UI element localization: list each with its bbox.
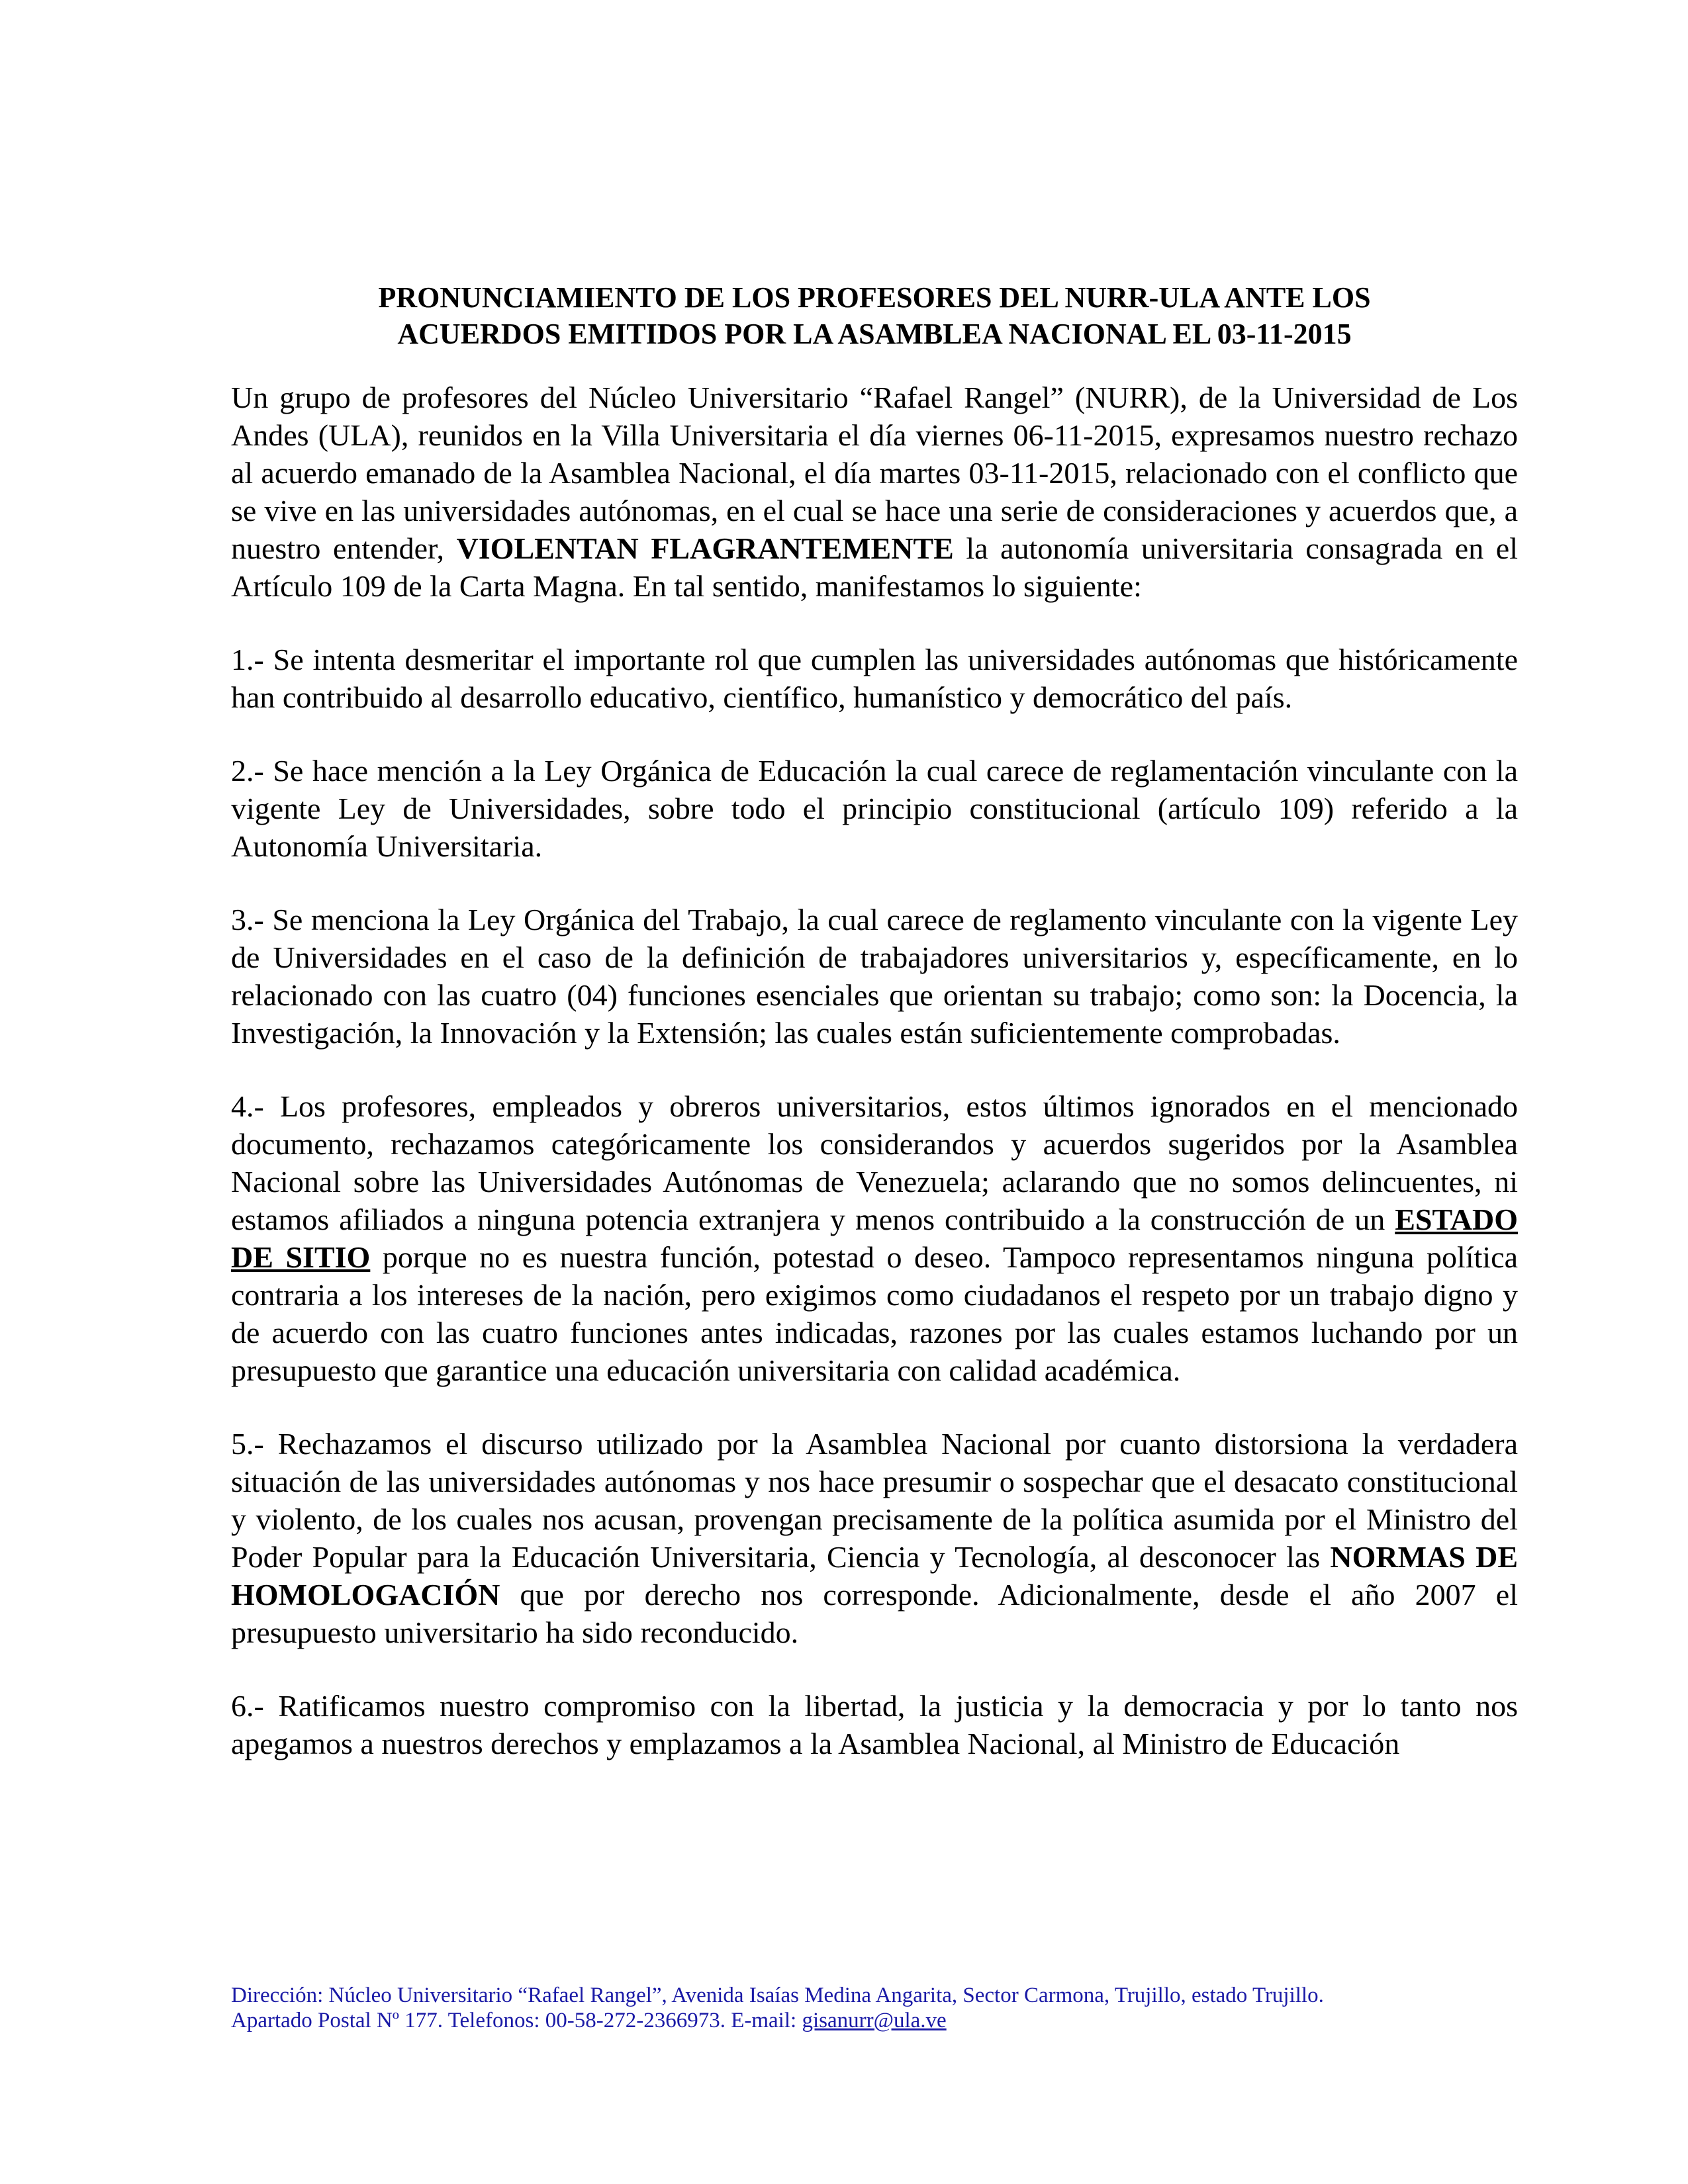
document-body <box>231 279 1518 1798</box>
title-line-1: PRONUNCIAMIENTO DE LOS PROFESORES DEL NURR-ULA ANTE LOS <box>378 281 1371 314</box>
intro-paragraph <box>231 379 1518 605</box>
item-2-paragraph: 2.- Se hace mención a la Ley Orgánica de Educación la cual carece de reglamentación vinculante con la vigente Ley de Universidades, sobre todo el principio constitucional (artículo 109) referido a la Autonomía Universitaria. <box>231 754 1518 863</box>
item-1-paragraph: 1.- Se intenta desmeritar el importante rol que cumplen las universidades autónomas que históricamente han contribuido al desarrollo educativo, científico, humanístico y democrático del país. <box>231 643 1518 714</box>
footer-address: Dirección: Núcleo Universitario “Rafael Rangel”, Avenida Isaías Medina Angarita, Sector Carmona, Trujillo, estado Trujillo. <box>231 1983 1324 2007</box>
item-5-paragraph <box>231 1425 1518 1651</box>
title-line-2: ACUERDOS EMITIDOS POR LA ASAMBLEA NACIONAL EL 03-11-2015 <box>397 318 1352 350</box>
item-6-paragraph: 6.- Ratificamos nuestro compromiso con la libertad, la justicia y la democracia y por lo tanto nos apegamos a nuestros derechos y emplazamos a la Asamblea Nacional, al Ministro de Educación <box>231 1689 1518 1760</box>
page-footer <box>231 1983 1518 2033</box>
footer-email-link[interactable]: gisanurr@ula.ve <box>802 2009 947 2032</box>
intro-text-b: la autonomía universitaria consagrada en el Artículo 109 de la Carta Magna. En tal sentido, manifestamos lo siguiente: <box>231 531 1518 603</box>
item-5-text-b: que por derecho nos corresponde. Adicionalmente, desde el año 2007 el presupuesto universitario ha sido reconducido. <box>231 1578 1518 1649</box>
item-5-text-a: 5.- Rechazamos el discurso utilizado por la Asamblea Nacional por cuanto distorsiona la verdadera situación de las universidades autónomas y nos hace presumir o sospechar que el desacato constitucional y violento, de los cuales nos acusan, provengan precisamente de la política asumida por el Ministro del Poder Popular para la Educación Universitaria, Ciencia y Tecnología, al desconocer las <box>231 1427 1518 1574</box>
intro-emphasis: VIOLENTAN FLAGRANTEMENTE <box>456 531 954 565</box>
item-4-paragraph <box>231 1087 1518 1389</box>
intro-text-a: Un grupo de profesores del Núcleo Universitario “Rafael Rangel” (NURR), de la Universidad de Los Andes (ULA), reunidos en la Villa Universitaria el día viernes 06-11-2015, expresamos nuestro rechazo al acuerdo emanado de la Asamblea Nacional, el día martes 03-11-2015, relacionado con el conflicto que se vive en las universidades autónomas, en el cual se hace una serie de consideraciones y acuerdos que, a nuestro entender, <box>231 381 1518 565</box>
item-4-text-b: porque no es nuestra función, potestad o deseo. Tampoco representamos ninguna política contraria a los intereses de la nación, pero exigimos como ciudadanos el respeto por un trabajo digno y de acuerdo con las cuatro funciones antes indicadas, razones por las cuales estamos luchando por un presupuesto que garantice una educación universitaria con calidad académica. <box>231 1240 1518 1387</box>
item-4-emphasis: ESTADO DE SITIO <box>231 1203 1518 1274</box>
item-4-text-a: 4.- Los profesores, empleados y obreros universitarios, estos últimos ignorados en el mencionado documento, rechazamos categóricamente los considerandos y acuerdos sugeridos por la Asamblea Nacional sobre las Universidades Autónomas de Venezuela; aclarando que no somos delincuentes, ni estamos afiliados a ninguna potencia extranjera y menos contribuido a la construcción de un <box>231 1089 1518 1236</box>
item-5-emphasis: NORMAS DE HOMOLOGACIÓN <box>231 1540 1518 1612</box>
item-3-paragraph: 3.- Se menciona la Ley Orgánica del Trabajo, la cual carece de reglamento vinculante con la vigente Ley de Universidades en el caso de la definición de trabajadores universitarios y, específicamente, en lo relacionado con las cuatro (04) funciones esenciales que orientan su trabajo; como son: la Docencia, la Investigación, la Innovación y la Extensión; las cuales están suficientemente comprobadas. <box>231 903 1518 1050</box>
document-title <box>231 279 1518 352</box>
footer-contact <box>231 2008 1518 2033</box>
footer-contact-text: Apartado Postal Nº 177. Telefonos: 00-58-272-2366973. E-mail: <box>231 2009 802 2032</box>
